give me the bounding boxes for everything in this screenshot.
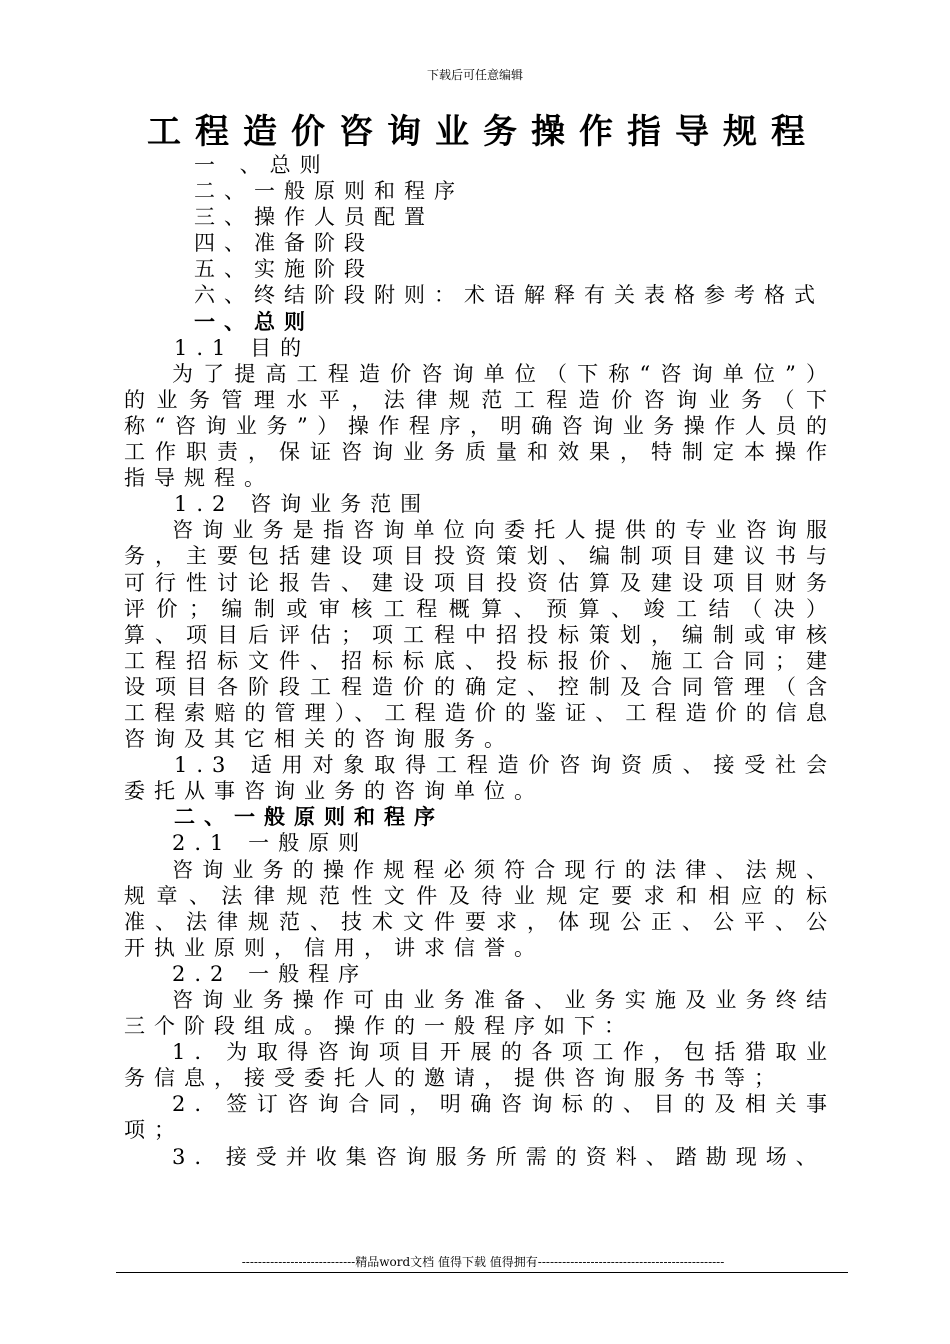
paragraph: 咨询业务是指咨询单位向委托人提供的专业咨询服务，主要包括建设项目投资策划、编制项目建议书与可行性讨论报告、建设项目投资估算及建设项目财务评价；编制或审核工程概算、预算、竣工结（决）算、项目后评估；项工程中招投标策划，编制或审核工程招标文件、招标标底、投标报价、施工合同；建设项目各阶段工程造价的确定、控制及合同管理（含工程索赔的管理）、工程造价的鉴证、工程造价的信息咨询及其它相关的咨询服务。 xyxy=(124,518,836,752)
document-title: 工程造价咨询业务操作指导规程 xyxy=(147,112,819,152)
toc-item: 五、实施阶段 xyxy=(194,257,374,282)
section-heading: 一、总则 xyxy=(194,308,314,334)
toc-item: 一 、总则 xyxy=(194,153,330,177)
section-heading: 二、一般原则和程序 xyxy=(174,804,444,830)
page-footer-text: ----------------------------精品word文档 值得下载 值得拥有---------------------------------------------- xyxy=(241,1255,725,1269)
toc-item: 三、操作人员配置 xyxy=(194,205,434,230)
footer-divider xyxy=(116,1272,848,1273)
page-header-note: 下载后可任意编辑 xyxy=(426,68,523,82)
paragraph: 咨询业务操作可由业务准备、业务实施及业务终结三个阶段组成。操作的一般程序如下： xyxy=(124,988,836,1039)
subsection-heading: 2.1 一般原则 xyxy=(172,831,369,856)
list-item: 2. 签订咨询合同，明确咨询标的、目的及相关事项； xyxy=(124,1092,836,1143)
paragraph: 为了提高工程造价咨询单位（下称“咨询单位”）的业务管理水平，法律规范工程造价咨询业务（下称“咨询业务”）操作程序，明确咨询业务操作人员的工作职责，保证咨询业务质量和效果，特制定本操作指导规程。 xyxy=(124,361,836,491)
subsection-heading: 1.2 咨询业务范围 xyxy=(174,492,431,517)
toc-item: 四、准备阶段 xyxy=(194,231,374,256)
toc-item: 二、一般原则和程序 xyxy=(194,179,464,204)
paragraph: 1.3 适用对象取得工程造价咨询资质、接受社会委托从事咨询业务的咨询单位。 xyxy=(124,753,836,804)
document-body xyxy=(124,152,836,1170)
list-item: 3. 接受并收集咨询服务所需的资料、踏勘现场、 xyxy=(172,1144,826,1169)
subsection-heading: 2.2 一般程序 xyxy=(172,961,369,986)
list-item: 1. 为取得咨询项目开展的各项工作，包括猎取业务信息，接受委托人的邀请，提供咨询服务书等； xyxy=(124,1040,836,1091)
toc-item: 六、终结阶段附则：术语解释有关表格参考格式 xyxy=(194,283,824,308)
paragraph: 咨询业务的操作规程必须符合现行的法律、法规、规章、法律规范性文件及待业规定要求和相应的标准、法律规范、技术文件要求，体现公正、公平、公开执业原则，信用，讲求信誉。 xyxy=(124,857,836,960)
subsection-heading: 1.1 目的 xyxy=(174,335,311,360)
